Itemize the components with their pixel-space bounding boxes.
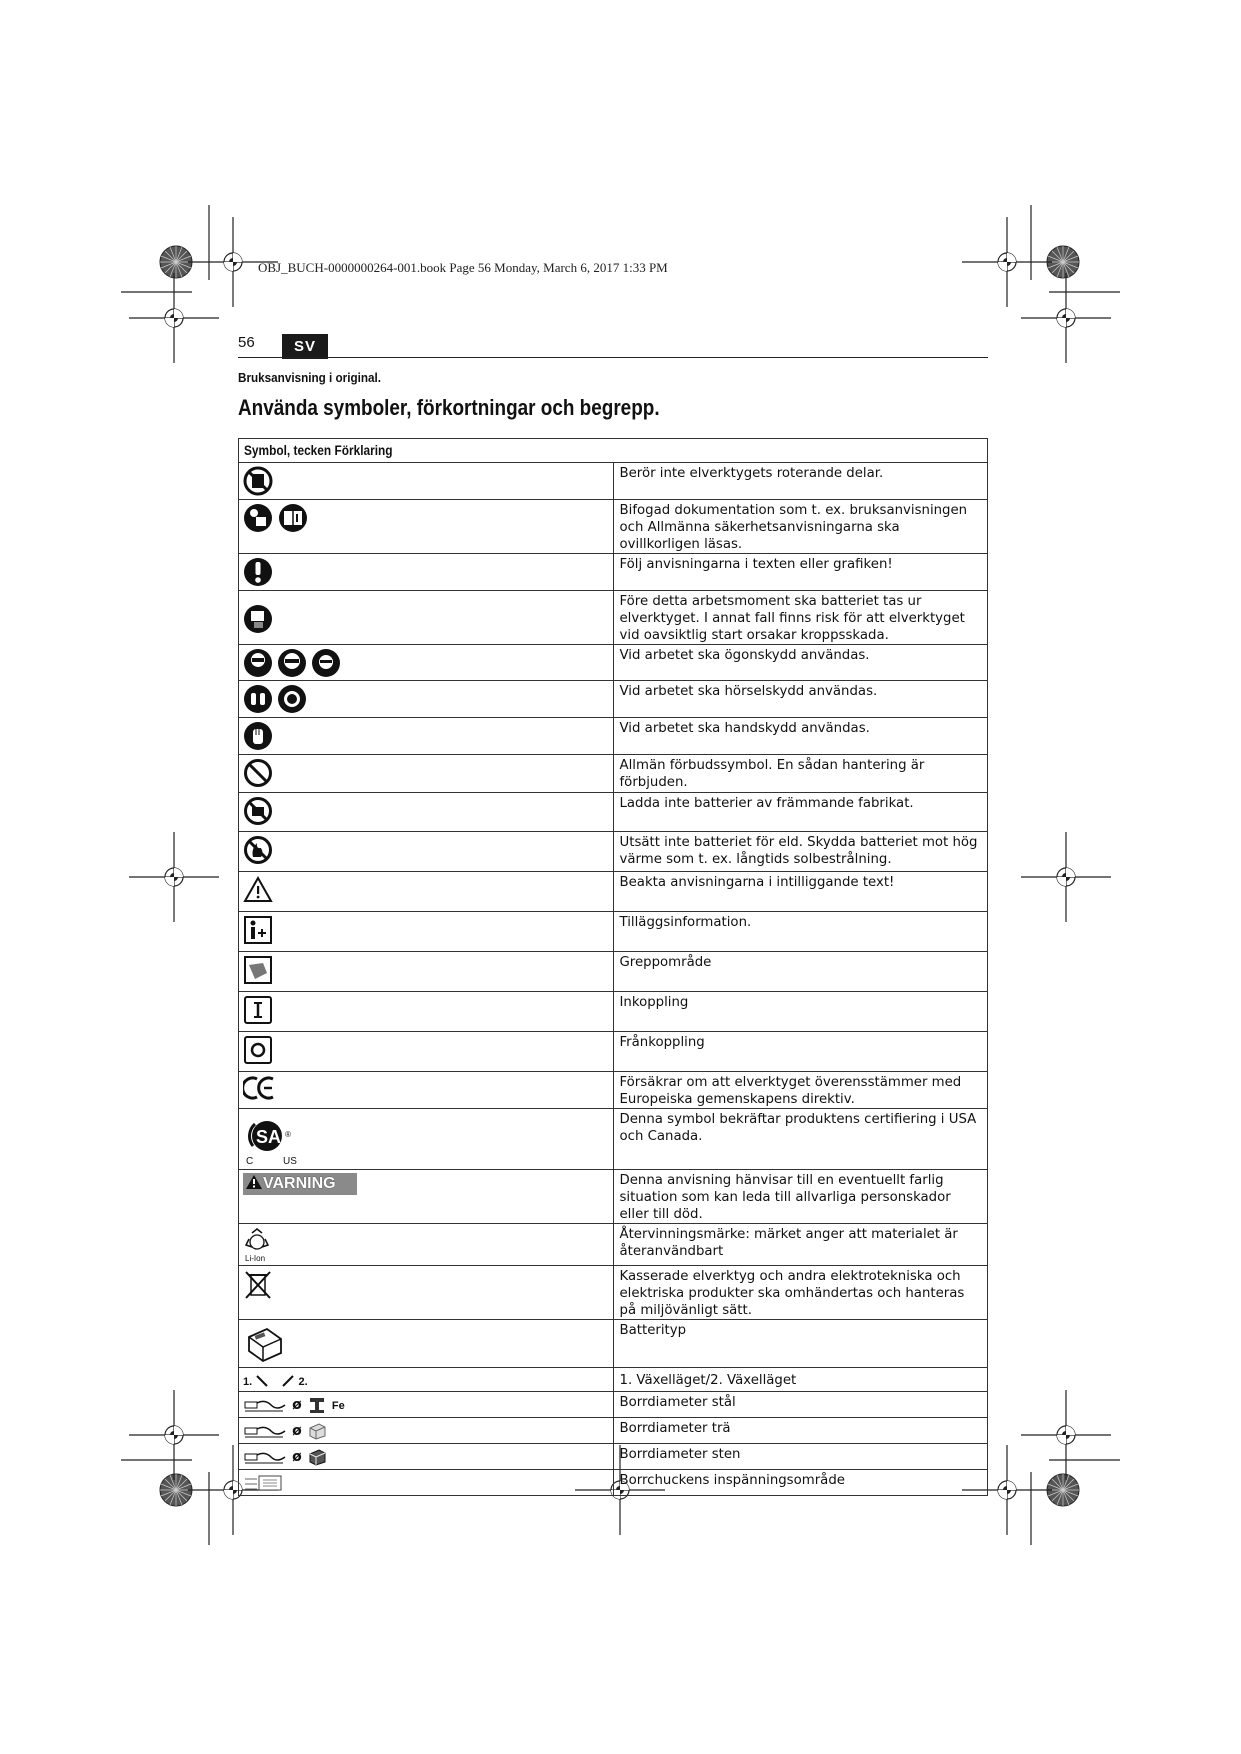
page-number: 56: [238, 334, 255, 351]
weee-bin-icon: [243, 1269, 273, 1301]
eye-protection-icon-3: [311, 648, 341, 678]
description-cell: 1. Växelläget/2. Växelläget: [613, 1368, 988, 1392]
star-mark-top-left: [160, 246, 192, 278]
description-cell: Denna symbol bekräftar produktens certifiering i USA och Canada.: [613, 1109, 988, 1170]
symbol-cell: [239, 912, 614, 952]
table-row: [239, 1392, 988, 1418]
info-plus-icon: [243, 915, 273, 945]
symbol-cell: [239, 645, 614, 681]
table-row: [239, 1072, 988, 1109]
symbol-cell: [239, 1266, 614, 1320]
description-cell: Denna anvisning hänvisar till en eventuellt farlig situation som kan leda till allvarliga personskador eller till död.: [613, 1170, 988, 1224]
page-title: Använda symboler, förkortningar och begrepp.: [238, 395, 660, 420]
drill-bit-icon: [243, 1396, 287, 1414]
cross-mark-8: [1021, 1390, 1111, 1480]
header-rule: [238, 357, 988, 358]
symbol-table: [238, 438, 988, 1496]
table-row: [239, 1418, 988, 1444]
table-row: [239, 872, 988, 912]
description-cell: Batterityp: [613, 1320, 988, 1368]
description-cell: Borrchuckens inspänningsområde: [613, 1470, 988, 1496]
table-row: [239, 681, 988, 718]
eye-protection-icon-1: [243, 648, 273, 678]
description-cell: Borrdiameter trä: [613, 1418, 988, 1444]
drill-bit-icon: [243, 1422, 287, 1440]
switch-on-icon: [243, 995, 273, 1025]
symbol-cell: [239, 1032, 614, 1072]
table-row: [239, 1320, 988, 1368]
steel-material-icon: [307, 1396, 327, 1414]
gear-2-label: 2.: [298, 1376, 308, 1388]
cross-mark-2: [962, 217, 1052, 307]
symbol-cell: [239, 1320, 614, 1368]
description-cell: Före detta arbetsmoment ska batteriet tas ur elverktyget. I annat fall finns risk för att elverktyget vid oavsiktlig start orsakar kroppsskada.: [613, 591, 988, 645]
table-row: [239, 952, 988, 992]
description-cell: Försäkrar om att elverktyget överensstämmer med Europeiska gemenskapens direktiv.: [613, 1072, 988, 1109]
diameter-symbol: ø: [292, 1423, 302, 1439]
csa-us-label: US: [283, 1156, 297, 1166]
symbol-cell: [239, 681, 614, 718]
svg-text:®: ®: [285, 1130, 291, 1139]
cross-mark-7: [129, 1390, 219, 1480]
table-row: [239, 1266, 988, 1320]
description-cell: Vid arbetet ska hörselskydd användas.: [613, 681, 988, 718]
language-tag: SV: [282, 334, 328, 359]
li-ion-label: Li-Ion: [245, 1254, 266, 1263]
description-cell: Frånkoppling: [613, 1032, 988, 1072]
stone-material-icon: [307, 1448, 327, 1466]
csa-mark-icon: [243, 1112, 303, 1166]
description-cell: Utsätt inte batteriet för eld. Skydda batteriet mot hög värme som t. ex. långtids solbestrålning.: [613, 832, 988, 872]
table-row: [239, 1368, 988, 1392]
table-row: [239, 832, 988, 872]
hearing-protection-icon-2: [277, 684, 307, 714]
description-cell: Borrdiameter sten: [613, 1444, 988, 1470]
symbol-cell: [239, 755, 614, 793]
grip-area-icon: [243, 955, 273, 985]
ce-mark-icon: [243, 1075, 277, 1101]
table-row: [239, 500, 988, 554]
symbol-cell: [239, 1170, 614, 1224]
symbol-cell: [239, 952, 614, 992]
hearing-protection-icon-1: [243, 684, 273, 714]
symbol-cell: [239, 992, 614, 1032]
symbol-cell: [239, 1392, 614, 1418]
description-cell: Allmän förbudssymbol. En sådan hantering är förbjuden.: [613, 755, 988, 793]
table-row: [239, 1032, 988, 1072]
star-mark-bottom-left: [160, 1474, 192, 1506]
csa-c-label: C: [246, 1156, 254, 1166]
warning-triangle-icon: [243, 875, 273, 903]
gear-selection-icon: [243, 1376, 308, 1388]
symbol-cell: [239, 1224, 614, 1266]
no-fire-battery-icon: [243, 835, 273, 865]
symbol-cell: [239, 832, 614, 872]
symbol-cell: [239, 1418, 614, 1444]
diameter-symbol: ø: [292, 1397, 302, 1413]
table-row: [239, 1224, 988, 1266]
eye-protection-icon-2: [277, 648, 307, 678]
gear-1-label: 1.: [243, 1376, 253, 1388]
description-cell: Kasserade elverktyg och andra elektrotekniska och elektriska produkter ska omhändertas och hanteras på miljövänligt sätt.: [613, 1266, 988, 1320]
description-cell: Följ anvisningarna i texten eller grafiken!: [613, 554, 988, 591]
chuck-range-icon: [243, 1473, 289, 1493]
symbol-cell: [239, 591, 614, 645]
table-row: [239, 1444, 988, 1470]
battery-type-icon: [243, 1323, 287, 1365]
manual-book-icon: [277, 503, 309, 533]
description-cell: Borrdiameter stål: [613, 1392, 988, 1418]
no-foreign-charger-icon: [243, 796, 273, 826]
table-row: [239, 793, 988, 832]
description-cell: Greppområde: [613, 952, 988, 992]
description-cell: Beakta anvisningarna i intilliggande text!: [613, 872, 988, 912]
symbol-cell: [239, 1368, 614, 1392]
table-row: [239, 912, 988, 952]
symbol-cell: [239, 872, 614, 912]
symbol-cell: [239, 554, 614, 591]
gear-1-arrow-icon: [255, 1374, 269, 1388]
table-header-row: [239, 439, 988, 463]
fe-label: Fe: [331, 1400, 345, 1412]
symbol-cell: [239, 463, 614, 500]
table-row: [239, 1109, 988, 1170]
switch-off-icon: [243, 1035, 273, 1065]
recycling-li-ion-icon: [243, 1227, 277, 1265]
table-row: [239, 645, 988, 681]
description-cell: Återvinningsmärke: märket anger att materialet är återanvändbart: [613, 1224, 988, 1266]
wood-material-icon: [307, 1422, 327, 1440]
table-row: [239, 1470, 988, 1496]
description-cell: Ladda inte batterier av främmande fabrikat.: [613, 793, 988, 832]
description-cell: Bifogad dokumentation som t. ex. bruksanvisningen och Allmänna säkerhetsanvisningarna ska ovillkorligen läsas.: [613, 500, 988, 554]
table-row: [239, 554, 988, 591]
table-row: [239, 463, 988, 500]
no-touch-rotating-parts-icon: [243, 466, 273, 496]
print-file-header: OBJ_BUCH-0000000264-001.book Page 56 Monday, March 6, 2017 1:33 PM: [258, 260, 668, 275]
subtitle: Bruksanvisning i original.: [238, 370, 382, 385]
table-header: [239, 439, 988, 463]
symbol-cell: [239, 1470, 614, 1496]
warning-triangle-small-icon: [245, 1174, 263, 1190]
svg-text:SA: SA: [256, 1127, 282, 1147]
symbol-cell: [239, 1444, 614, 1470]
cross-mark-5: [129, 832, 219, 922]
table-row: [239, 591, 988, 645]
table-row: [239, 992, 988, 1032]
table-row: [239, 718, 988, 755]
remove-battery-icon: [243, 604, 273, 634]
description-cell: Tilläggsinformation.: [613, 912, 988, 952]
gear-2-arrow-icon: [281, 1374, 295, 1388]
warning-label-icon: [243, 1173, 357, 1195]
warning-word: VARNING: [263, 1175, 336, 1192]
diameter-symbol: ø: [292, 1449, 302, 1465]
description-cell: Vid arbetet ska handskydd användas.: [613, 718, 988, 755]
prohibition-icon: [243, 758, 273, 788]
table-row: [239, 755, 988, 793]
cross-mark-4: [1021, 273, 1111, 363]
cross-mark-3: [129, 273, 219, 363]
symbol-cell: [239, 1109, 614, 1170]
cross-mark-6: [1021, 832, 1111, 922]
gloves-icon: [243, 721, 273, 751]
table-header-label: Symbol, tecken Förklaring: [244, 443, 393, 458]
symbol-cell: [239, 500, 614, 554]
symbol-cell: [239, 718, 614, 755]
description-cell: Berör inte elverktygets roterande delar.: [613, 463, 988, 500]
read-manual-person-icon: [243, 503, 273, 533]
symbol-cell: [239, 793, 614, 832]
symbol-cell: [239, 1072, 614, 1109]
description-cell: Inkoppling: [613, 992, 988, 1032]
table-row: [239, 1170, 988, 1224]
description-cell: Vid arbetet ska ögonskydd användas.: [613, 645, 988, 681]
drill-bit-icon: [243, 1448, 287, 1466]
exclamation-icon: [243, 557, 273, 587]
